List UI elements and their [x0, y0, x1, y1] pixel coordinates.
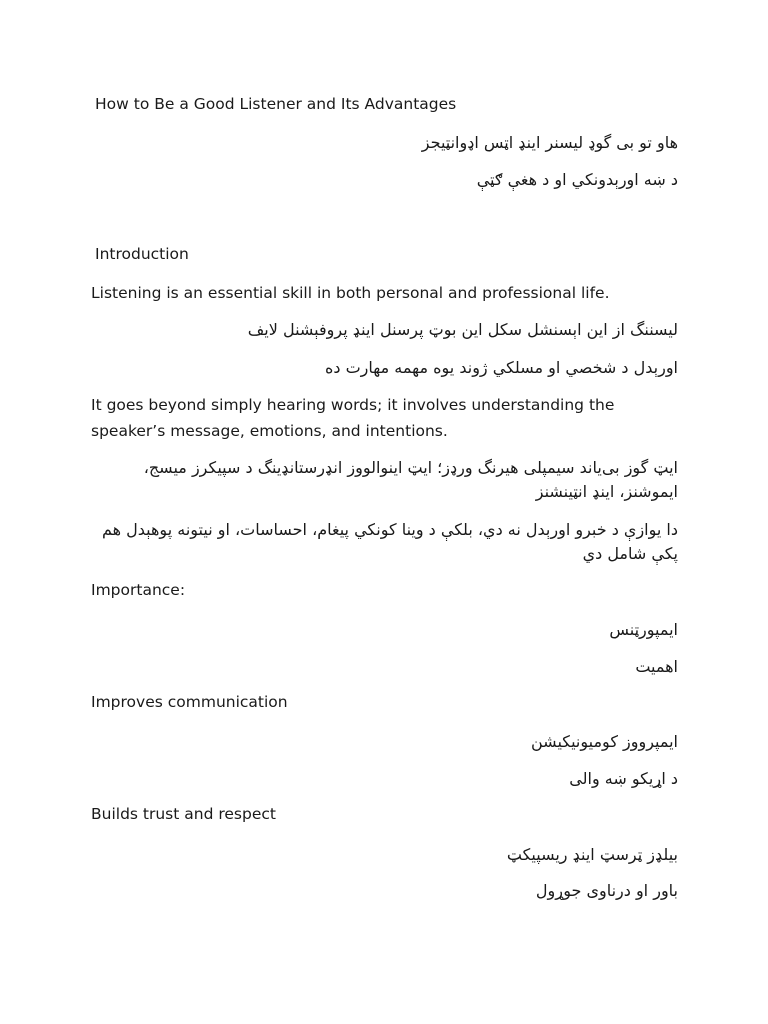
intro-paragraph-2-pashto: دا یوازې د خبرو اورېدل نه دي، بلکې د وینا کونکي پیغام، احساسات، او نیتونه پوهېدل هم پکې شامل دي — [101, 520, 678, 563]
document-title: How to Be a Good Listener and Its Advantages — [95, 95, 457, 113]
title-transliteration: هاو تو بی گوډ لیسنر اینډ اټس اډوانټیجز — [421, 133, 678, 152]
importance-heading: Importance: — [91, 581, 186, 599]
point-2-transliteration: بیلډز ټرسټ اینډ ریسپیکټ — [506, 845, 678, 864]
intro-paragraph-2-transliteration: ایټ گوز بی‌یاند سیمپلی هیرنگ ورډز؛ ایټ اینوالووز انډرستانډینگ د سپیکرز میسج، ایموشنز، اینډ انټینشنز — [143, 458, 678, 501]
importance-transliteration: ایمپورټنس — [609, 620, 678, 639]
point-1-transliteration: ایمپرووز کومیونیکیشن — [530, 732, 678, 751]
intro-paragraph-1-transliteration: لیسننگ از این اېسنشل سکل این بوټ پرسنل اینډ پروفېشنل لایف — [247, 320, 678, 339]
point-1-english: Improves communication — [91, 693, 288, 711]
point-2-english: Builds trust and respect — [91, 805, 276, 823]
intro-paragraph-1-english: Listening is an essential skill in both personal and professional life. — [91, 284, 610, 302]
introduction-heading: Introduction — [95, 245, 189, 263]
point-1-pashto: د اړیکو ښه والی — [569, 769, 678, 788]
intro-paragraph-2-english: It goes beyond simply hearing words; it involves understanding the speaker’s message, emotions, and intentions. — [91, 396, 615, 440]
intro-paragraph-1-pashto: اورېدل د شخصي او مسلکي ژوند یوه مهمه مهارت ده — [325, 358, 678, 377]
point-2-pashto: باور او درناوی جوړول — [535, 881, 678, 900]
title-pashto: د ښه اورېدونکي او د هغې ګټې — [476, 170, 678, 189]
importance-pashto: اهمیت — [635, 657, 678, 676]
